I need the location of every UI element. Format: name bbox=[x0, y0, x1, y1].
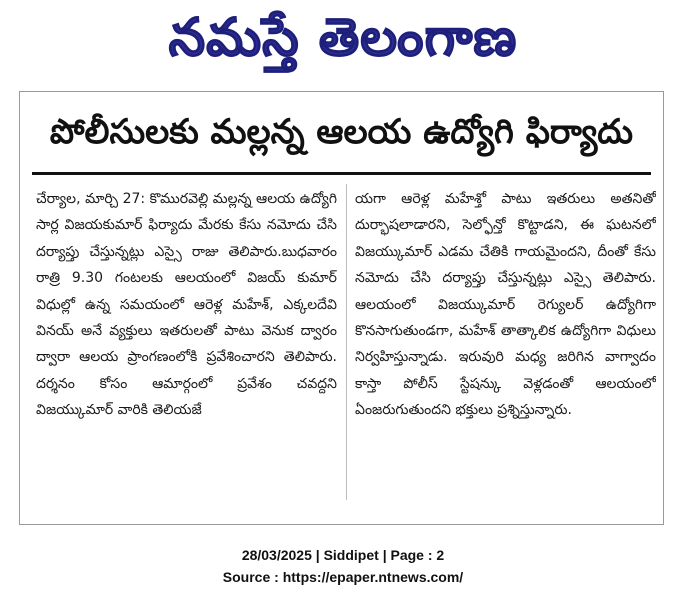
article-clipping bbox=[19, 91, 664, 525]
publication-info: 28/03/2025 | Siddipet | Page : 2 bbox=[241, 547, 445, 563]
article-column-left: చేర్యాల, మార్చి 27: కొమురవెల్లి మల్లన్న ఆలయ ఉద్యోగి సార్ల విజయకుమార్ ఫిర్యాదు మేరకు కేసు నమోదు చేసి దర్యాప్తు చేస్తున్నట్లు ఎస్సై రాజు తెలిపారు.బుధవారం రాత్రి 9.30 గంటలకు ఆలయంలో విజయ్ కుమార్ విధుల్లో ఉన్న సమయంలో ఆరెళ్ల మహేశ్, ఎక్కలదేవి వినయ్ అనే వ్యక్తులు ఇతరులతో పాటు వెనుక ద్వారం ద్వారా ఆలయ ప్రాంగణంలోకి ప్రవేశించారని తెలిపారు. దర్శనం కోసం ఆమార్గంలో ప్రవేశం చవద్దని విజయ్కుమార్ వారికి తెలియజే bbox=[36, 191, 337, 419]
article-column-right: యగా ఆరెళ్ల మహేశ్తో పాటు ఇతరులు అతనితో దుర్భాషలాడారని, సెల్ఫోన్తో కొట్టాడని, ఈ ఘటనలో విజయ్కుమార్ ఎడమ చేతికి గాయమైందని, దీంతో కేసు నమోదు చేసి దర్యాప్తు చేస్తున్నట్లు ఎస్సై తెలిపారు. ఆలయంలో విజయ్కుమార్ రెగ్యులర్ ఉద్యోగిగా కొనసాగుతుండగా, మహేశ్ తాత్కాలిక ఉద్యోగిగా విధులు నిర్వహిస్తున్నాడు. ఇరువురి మధ్య జరిగిన వాగ్వాదం కాస్తా పోలీస్ స్టేషన్కు వెళ్లడంతో ఆలయంలో ఏంజరుగుతుందని భక్తులు ప్రశ్నిస్తున్నారు. bbox=[355, 191, 656, 419]
headline-rule bbox=[32, 172, 651, 175]
source-link[interactable]: Source : https://epaper.ntnews.com/ bbox=[222, 569, 464, 585]
article-headline: పోలీసులకు మల్లన్న ఆలయ ఉద్యోగి ఫిర్యాదు bbox=[49, 112, 634, 152]
newspaper-masthead bbox=[0, 0, 686, 76]
column-divider bbox=[346, 184, 347, 500]
masthead-title: నమస్తే తెలంగాణ bbox=[168, 7, 518, 68]
